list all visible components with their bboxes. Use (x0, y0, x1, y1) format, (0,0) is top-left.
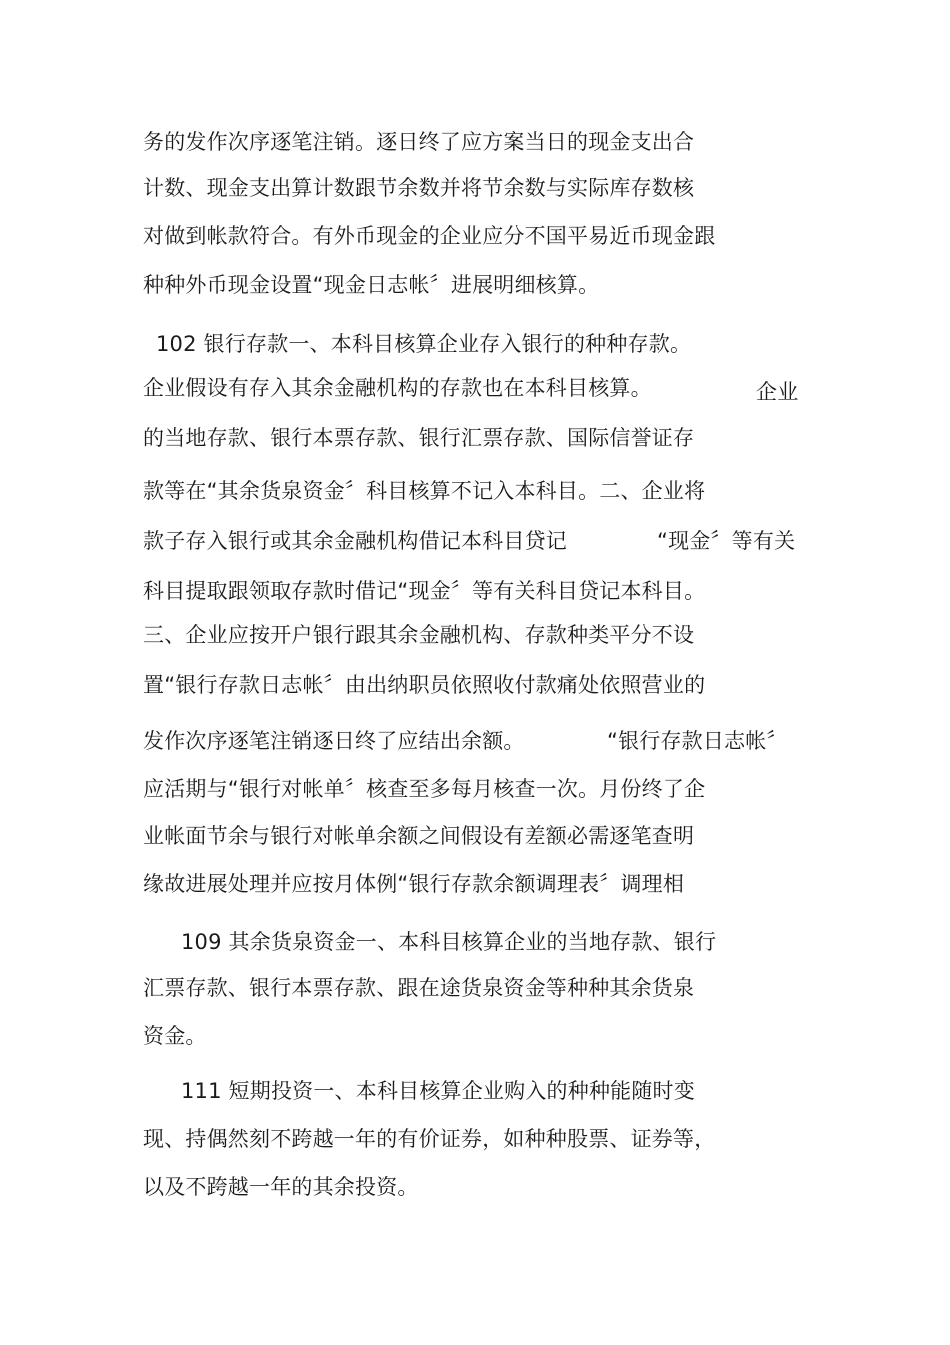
text-line: 企业假设有存入其余金融机构的存款也在本科目核算。 (143, 376, 652, 400)
text-line: 102 银行存款一、本科目核算企业存入银行的种种存款。 (156, 332, 692, 356)
text-line: 资金。 (143, 1024, 207, 1048)
text-line: 种种外币现金设置“现金日志帐〞进展明细核算。 (143, 273, 600, 297)
text-line: 的当地存款、银行本票存款、银行汇票存款、国际信誉证存 (143, 426, 695, 450)
text-line: “现金〞等有关 (657, 529, 796, 553)
text-line: 业帐面节余与银行对帐单余额之间假设有差额必需逐笔查明 (143, 824, 695, 848)
text-line: 汇票存款、银行本票存款、跟在途货泉资金等种种其余货泉 (143, 976, 695, 1000)
text-line: 科目提取跟领取存款时借记“现金〞等有关科目贷记本科目。 (143, 579, 706, 603)
text-line: 置“银行存款日志帐〞由出纳职员依照收付款痛处依照营业的 (143, 673, 706, 697)
text-line: 以及不跨越一年的其余投资。 (143, 1175, 419, 1199)
text-line: “银行存款日志帐〞 (607, 729, 788, 753)
text-line: 应活期与“银行对帐单〞核查至多每月核查一次。月份终了企 (143, 777, 706, 801)
text-line: 款等在“其余货泉资金〞科目核算不记入本科目。二、企业将 (143, 479, 706, 503)
text-line: 现、持偶然刻不跨越一年的有价证券，如种种股票、证券等， (143, 1127, 716, 1151)
text-line: 发作次序逐笔注销逐日终了应结出余额。 (143, 729, 525, 753)
text-line: 务的发作次序逐笔注销。逐日终了应方案当日的现金支出合 (143, 130, 695, 154)
text-line: 三、企业应按开户银行跟其余金融机构、存款种类平分不设 (143, 623, 695, 647)
text-line: 企业 (756, 380, 799, 404)
text-line: 款子存入银行或其余金融机构借记本科目贷记 (143, 529, 567, 553)
text-line: 对做到帐款符合。有外币现金的企业应分不国平易近币现金跟 (143, 224, 716, 248)
text-line: 缘故进展处理并应按月体例“银行存款余额调理表〞调理相 (143, 872, 685, 896)
text-line: 111 短期投资一、本科目核算企业购入的种种能随时变 (181, 1079, 695, 1103)
text-line: 109 其余货泉资金一、本科目核算企业的当地存款、银行 (181, 930, 717, 954)
text-line: 计数、现金支出算计数跟节余数并将节余数与实际库存数核 (143, 176, 695, 200)
